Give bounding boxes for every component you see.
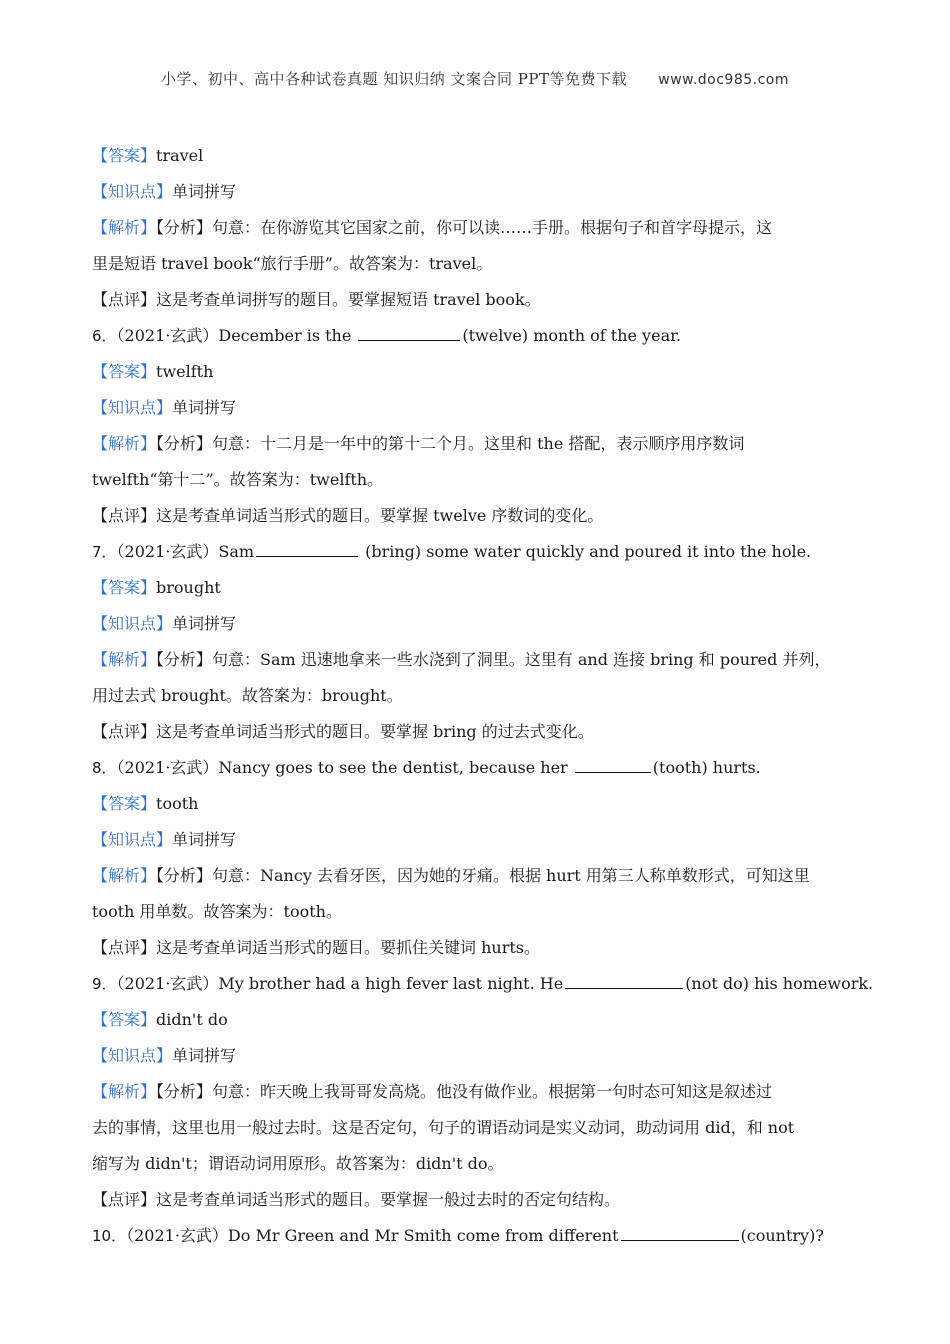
question-source: （2021·玄武） — [116, 974, 219, 993]
comment-text: 这是考查单词适当形式的题目。要掌握 twelve 序数词的变化。 — [156, 506, 604, 525]
point-line — [92, 822, 862, 858]
point-text: 单词拼写 — [172, 614, 237, 633]
question-number: 7． — [92, 543, 117, 561]
question-7 — [92, 534, 862, 570]
answer-label: 【答案】 — [92, 794, 157, 813]
analysis-line — [92, 1074, 862, 1110]
question-source: （2021·玄武） — [116, 542, 219, 561]
comment-label: 【点评】 — [92, 938, 157, 957]
comment-label: 【点评】 — [92, 722, 157, 741]
answer-label: 【答案】 — [92, 362, 157, 381]
point-label: 【知识点】 — [92, 182, 173, 201]
answer-line — [92, 1002, 862, 1038]
comment-label: 【点评】 — [92, 506, 157, 525]
point-text: 单词拼写 — [172, 182, 237, 201]
comment-text: 这是考查单词适当形式的题目。要掌握一般过去时的否定句结构。 — [156, 1190, 621, 1209]
analysis-text: 【分析】句意：Sam 迅速地拿来一些水浇到了洞里。这里有 and 连接 bring 和 poured 并列， — [156, 650, 831, 669]
question-after: (twelve) month of the year. — [462, 326, 682, 345]
comment-line — [92, 282, 862, 318]
question-number: 10． — [92, 1227, 127, 1245]
analysis-label: 【解析】 — [92, 650, 157, 669]
comment-line — [92, 498, 862, 534]
analysis-cont: 里是短语 travel book“旅行手册”。故答案为：travel。 — [92, 254, 493, 273]
analysis-label: 【解析】 — [92, 218, 157, 237]
point-label: 【知识点】 — [92, 614, 173, 633]
question-source: （2021·玄武） — [126, 1226, 228, 1245]
question-before: December is the — [218, 326, 357, 345]
analysis-text: 【分析】句意：Nancy 去看牙医，因为她的牙痛。根据 hurt 用第三人称单数形式，可知这里 — [156, 866, 810, 885]
point-line — [92, 606, 862, 642]
analysis-line — [92, 642, 862, 678]
analysis-cont: 去的事情，这里也用一般过去时。这是否定句，句子的谓语动词是实义动词，助动词用 did，和 not — [92, 1118, 795, 1137]
analysis-text: 【分析】句意：十二月是一年中的第十二个月。这里和 the 搭配，表示顺序用序数词 — [156, 434, 745, 453]
question-10 — [92, 1218, 862, 1254]
header-url[interactable]: www.doc985.com — [658, 72, 790, 88]
analysis-text: 【分析】句意：在你游览其它国家之前，你可以读……手册。根据句子和首字母提示，这 — [156, 218, 773, 237]
point-label: 【知识点】 — [92, 398, 173, 417]
answer-label: 【答案】 — [92, 146, 157, 165]
analysis-label: 【解析】 — [92, 434, 157, 453]
answer-blank[interactable] — [565, 970, 683, 989]
answer-line — [92, 570, 862, 606]
question-after: (not do) his homework. — [685, 974, 874, 993]
point-text: 单词拼写 — [172, 398, 237, 417]
point-line — [92, 1038, 862, 1074]
answer-blank[interactable] — [256, 538, 358, 557]
answer-text: didn't do — [156, 1010, 228, 1029]
question-8 — [92, 750, 862, 786]
question-before: Do Mr Green and Mr Smith come from different — [227, 1226, 619, 1245]
header-text: 小学、初中、高中各种试卷真题 知识归纳 文案合同 PPT等免费下载 — [160, 70, 627, 88]
comment-line — [92, 714, 862, 750]
answer-line — [92, 786, 862, 822]
question-number: 8． — [92, 759, 117, 777]
question-before: My brother had a high fever last night. He — [218, 974, 564, 993]
comment-text: 这是考查单词适当形式的题目。要掌握 bring 的过去式变化。 — [156, 722, 594, 741]
question-number: 6． — [92, 327, 117, 345]
point-text: 单词拼写 — [172, 830, 237, 849]
analysis-text: 【分析】句意：昨天晚上我哥哥发高烧。他没有做作业。根据第一句时态可知这是叙述过 — [156, 1082, 773, 1101]
analysis-line — [92, 426, 862, 462]
point-text: 单词拼写 — [172, 1046, 237, 1065]
question-before: Sam — [218, 542, 255, 561]
analysis-label: 【解析】 — [92, 866, 157, 885]
question-after: (bring) some water quickly and poured it into the hole. — [360, 542, 812, 561]
answer-text: brought — [156, 578, 221, 597]
comment-label: 【点评】 — [92, 290, 157, 309]
answer-line — [92, 138, 862, 174]
answer-blank[interactable] — [575, 754, 651, 773]
answer-label: 【答案】 — [92, 578, 157, 597]
answer-blank[interactable] — [621, 1222, 739, 1241]
comment-text: 这是考查单词拼写的题目。要掌握短语 travel book。 — [156, 290, 541, 309]
question-number: 9． — [92, 975, 117, 993]
question-6 — [92, 318, 862, 354]
analysis-cont: 用过去式 brought。故答案为：brought。 — [92, 686, 403, 705]
answer-line — [92, 354, 862, 390]
comment-line — [92, 1182, 862, 1218]
analysis-label: 【解析】 — [92, 1082, 157, 1101]
page-header — [0, 68, 950, 89]
question-after: (country)? — [740, 1226, 824, 1245]
analysis-line — [92, 858, 862, 894]
answer-text: travel — [156, 146, 204, 165]
comment-label: 【点评】 — [92, 1190, 157, 1209]
analysis-cont: 缩写为 didn't；谓语动词用原形。故答案为：didn't do。 — [92, 1154, 504, 1173]
content — [92, 138, 874, 1254]
question-source: （2021·玄武） — [116, 758, 219, 777]
answer-text: twelfth — [156, 362, 214, 381]
analysis-cont: tooth 用单数。故答案为：tooth。 — [92, 902, 342, 921]
answer-blank[interactable] — [358, 322, 460, 341]
answer-label: 【答案】 — [92, 1010, 157, 1029]
question-9 — [92, 966, 874, 1002]
question-after: (tooth) hurts. — [652, 758, 761, 777]
analysis-line — [92, 210, 862, 246]
comment-line — [92, 930, 862, 966]
analysis-cont: twelfth“第十二”。故答案为：twelfth。 — [92, 470, 384, 489]
point-line — [92, 390, 862, 426]
point-label: 【知识点】 — [92, 830, 173, 849]
comment-text: 这是考查单词适当形式的题目。要抓住关键词 hurts。 — [156, 938, 541, 957]
point-line — [92, 174, 862, 210]
answer-text: tooth — [156, 794, 199, 813]
question-before: Nancy goes to see the dentist, because her — [218, 758, 573, 777]
point-label: 【知识点】 — [92, 1046, 173, 1065]
question-source: （2021·玄武） — [116, 326, 219, 345]
